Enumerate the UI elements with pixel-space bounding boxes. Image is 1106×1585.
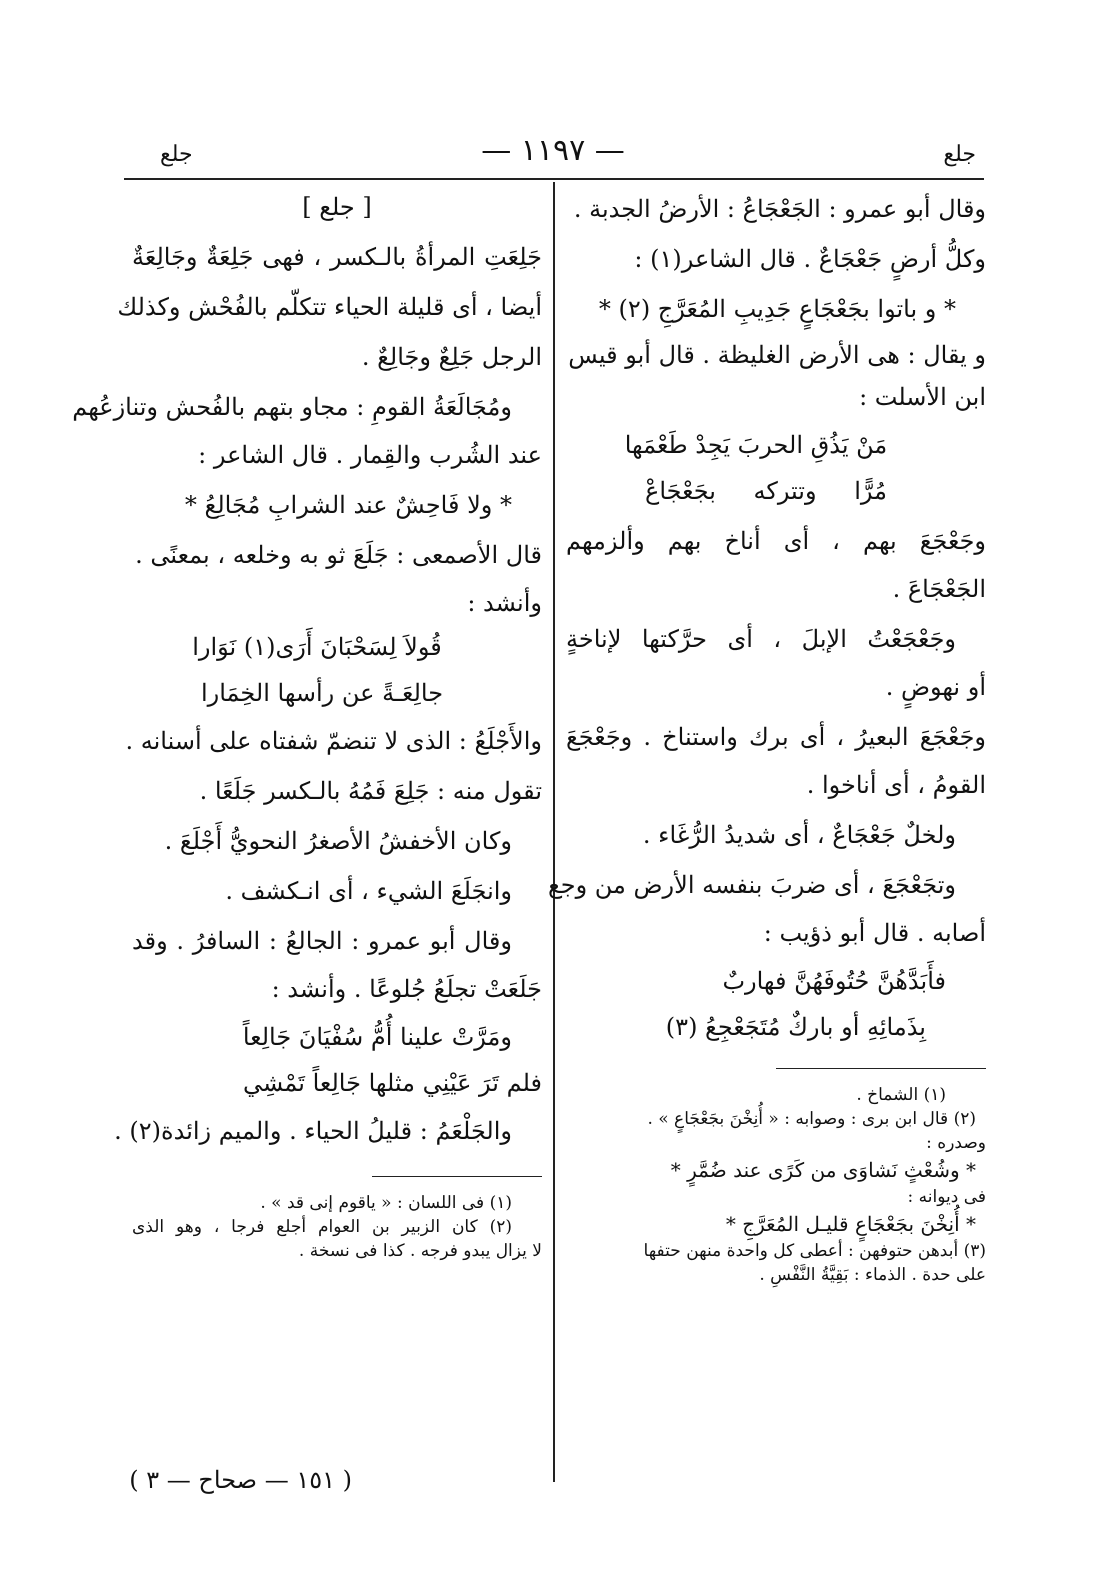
text-line: قال الأصمعى : جَلَعَ ثو به وخلعه ، بمعنًى . (135, 541, 542, 569)
footnote: وصدره : (926, 1133, 986, 1153)
footnote: (٢) كان الزبير بن العوام أجلع فرجا ، وهو الذى (132, 1217, 512, 1237)
text-line: القومُ ، أى أناخوا . (806, 771, 986, 799)
verse-hemistich: قُولاَ لِسَحْبَانَ أَرَى(١) نَوَارا (192, 633, 442, 661)
verse-hemistich: مُرًّا وتتركه بجَعْجَاعْ (645, 477, 887, 505)
text-line: وكان الأخفشُ الأصغرُ النحويُّ أَجْلَعَ . (164, 827, 512, 855)
entry-heading: [ جلع ] (302, 193, 372, 221)
text-line: ولخلٌ جَعْجَاعٌ ، أى شديدُ الرُّغَاء . (642, 821, 956, 849)
text-line: و يقال : هى الأرض الغليظة . قال أبو قيس (568, 341, 986, 369)
text-line: والأَجْلَعُ : الذى لا تنضمّ شفتاه على أسنانه . (125, 727, 542, 755)
footnote: فى ديوانه : (907, 1187, 986, 1207)
text-line: جَلِعَتِ المرأةُ بالـكسر ، فهى جَلِعَةٌ وجَالِعَةٌ (132, 243, 542, 271)
footnotes (566, 1083, 986, 1287)
text-line: أو نهوضٍ . (885, 673, 986, 701)
footnotes (132, 1191, 542, 1263)
verse-line: * ولا فَاحِشٌ عند الشرابِ مُجَالِعُ * (184, 491, 512, 519)
verse-hemistich: بِذَمائِهِ أو باركٌ مُتَجَعْجِعُ (٣) (665, 1013, 926, 1041)
verse-line: * و باتوا بجَعْجَاعٍ جَدِيبِ المُعَرَّجِ (٢) * (598, 295, 956, 323)
text-line: وجَعْجَعْتُ الإبلَ ، أى حرَّكتها لإناخةٍ (566, 625, 956, 653)
footnote-rule (372, 1176, 542, 1177)
text-line: عند الشُرب والقِمار . قال الشاعر : (198, 441, 542, 469)
footnote: على حدة . الذماء : بَقِيَّةُ النَّفْسِ . (759, 1265, 986, 1285)
footnote: (١) فى اللسان : « ياقوم إنى قد » . (260, 1193, 512, 1213)
text-line: وجَعْجَعَ بهم ، أى أناخ بهم وألزمهم (566, 527, 986, 555)
verse-hemistich: مَنْ يَذُقِ الحربَ يَجِدْ طَعْمَها (624, 431, 888, 459)
text-line: وقال أبو عمرو : الجَعْجَاعُ : الأرضُ الجدبة . (573, 195, 986, 223)
footnote: * وشُعْثٍ نَشاوَى من كَرًى عند ضُمَّرٍ * (670, 1158, 976, 1182)
running-head-right: جلع (943, 142, 976, 167)
footnote: (٣) أبدهن حتوفهن : أعطى كل واحدة منهن حتفها (643, 1241, 986, 1261)
text-line: أصابه . قال أبو ذؤيب : (763, 919, 986, 947)
running-head-left: جلع (160, 142, 193, 167)
text-line: الرجل جَلِعٌ وجَالِعٌ . (361, 343, 542, 371)
text-line: وانجَلَعَ الشيء ، أى انـكشف . (225, 877, 512, 905)
column-divider (553, 182, 555, 1482)
left-column (72, 190, 542, 1263)
text-line: ومُجَالَعَةُ القومِ : مجاو بتهم بالفُحش وتنازعُهم (72, 393, 512, 421)
footnote: (١) الشماخ . (856, 1085, 946, 1105)
text-line: وأنشد : (467, 589, 542, 617)
text-line: الجَعْجَاعَ . (892, 575, 986, 603)
page-number: — ١١٩٧ — (481, 133, 625, 168)
signature-mark: ( ١٥١ — صحاح — ٣ ) (129, 1466, 352, 1494)
text-line: وكلُّ أرضٍ جَعْجَاعٌ . قال الشاعر(١) : (634, 245, 986, 273)
header-rule (124, 178, 984, 180)
verse-hemistich: ومَرَّتْ علينا أُمُّ سُفْيَانَ جَالِعاً (242, 1023, 512, 1051)
text-line: والجَلْعَمُ : قليلُ الحياء . والميم زائدة(٢) . (114, 1117, 512, 1145)
text-line: وتجَعْجَعَ ، أى ضربَ بنفسه الأرض من وجع (547, 871, 956, 899)
footnote: (٢) قال ابن برى : وصوابه : « أُنِخْنَ بجَعْجَاعٍ » . (647, 1109, 976, 1129)
text-line: تقول منه : جَلِعَ فَمُهُ بالـكسر جَلَعًا . (199, 777, 542, 805)
right-column (547, 190, 986, 1287)
text-line: أيضا ، أى قليلة الحياء تتكلّم بالفُحْش وكذلك (117, 293, 542, 321)
verse-hemistich: فأَبَدَّهُنَّ حُتُوفَهُنَّ فهاربٌ (722, 967, 946, 995)
text-line: جَلَعَتْ تجلَعُ جُلوعًا . وأنشد : (271, 975, 542, 1003)
text-line: وقال أبو عمرو : الجالعُ : السافرُ . وقد (132, 927, 512, 955)
footnote: * أُنِخْنَ بجَعْجَاعٍ قليـل المُعَرَّجِ * (725, 1212, 976, 1236)
footnote: لا يزال يبدو فرجه . كذا فى نسخة . (298, 1241, 542, 1261)
text-line: ابن الأسلت : (859, 383, 986, 411)
verse-hemistich: جالِعَـةً عن رأسها الخِمَارا (200, 679, 444, 707)
verse-hemistich: فلم تَرَ عَيْنِي مثلها جَالِعاً تَمْشِي (242, 1069, 542, 1097)
footnote-rule (776, 1068, 986, 1069)
text-line: وجَعْجَعَ البعيرُ ، أى برك واستناخ . وجَعْجَعَ (566, 723, 986, 751)
